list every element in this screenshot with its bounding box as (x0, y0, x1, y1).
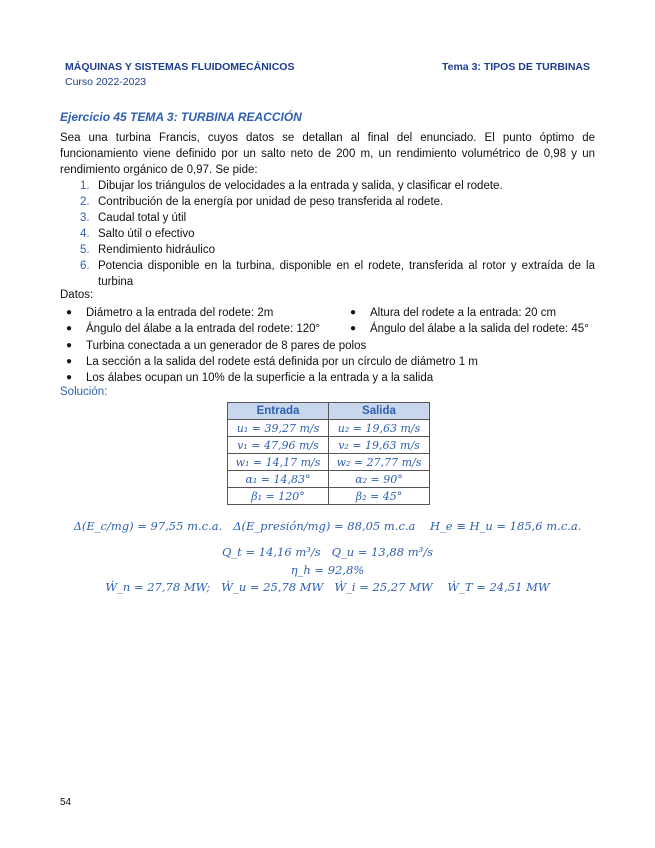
task-text: Potencia disponible en la turbina, disponible en el rodete, transferida al rotor y extraída de la turbina (98, 260, 595, 288)
task-number: 4. (80, 228, 90, 240)
table-cell: v₂ = 19,63 m/s (329, 437, 430, 454)
bullet-icon: ● (66, 340, 73, 351)
dato-text: Ángulo del álabe a la salida del rodete: 45° (370, 323, 589, 335)
task-item (60, 226, 595, 242)
table-row (228, 488, 430, 505)
solution-label: Solución: (60, 386, 108, 398)
dato-text: Ángulo del álabe a la entrada del rodete: 120° (86, 323, 321, 335)
task-list (60, 178, 595, 290)
course-title: MÁQUINAS Y SISTEMAS FLUIDOMECÁNICOS (65, 61, 295, 73)
bullet-icon: ● (66, 356, 73, 367)
dato-item (66, 370, 434, 386)
page-number: 54 (60, 797, 72, 808)
table-header: Entrada (228, 403, 329, 420)
bullet-icon: ● (350, 323, 357, 334)
task-item (60, 178, 595, 194)
task-text: Contribución de la energía por unidad de peso transferida al rodete. (98, 196, 444, 208)
dato-text: Diámetro a la entrada del rodete: 2m (86, 307, 274, 319)
dato-text: La sección a la salida del rodete está definida por un círculo de diámetro 1 m (86, 356, 478, 368)
table-header: Salida (329, 403, 430, 420)
table-cell: w₂ = 27,77 m/s (329, 454, 430, 471)
task-item (60, 242, 595, 258)
task-number: 3. (80, 212, 90, 224)
table-cell: v₁ = 47,96 m/s (228, 437, 329, 454)
dato-item (66, 305, 274, 321)
flow-equation: Q_t = 14,16 m³/s Q_u = 13,88 m³/s (222, 545, 433, 559)
table-row (228, 454, 430, 471)
bullet-icon: ● (350, 307, 357, 318)
task-text: Caudal total y útil (98, 212, 187, 224)
table-row (228, 420, 430, 437)
topic-title: Tema 3: TIPOS DE TURBINAS (442, 61, 590, 73)
energy-equation: Δ(E_c/mg) = 97,55 m.c.a. Δ(E_presión/mg) = 88,05 m.c.a H_e ≡ H_u = 185,6 m.c.a. (73, 519, 582, 533)
bullet-icon: ● (66, 323, 73, 334)
intro-paragraph: Sea una turbina Francis, cuyos datos se detallan al final del enunciado. El punto óptimo de funcionamiento viene definido por un salto neto de 200 m, un rendimiento volumétrico de 0,98 y un rendimiento orgánico de 0,97. Se pide: (60, 132, 595, 176)
task-text: Rendimiento hidráulico (98, 244, 215, 256)
table-cell: u₂ = 19,63 m/s (329, 420, 430, 437)
dato-text: Los álabes ocupan un 10% de la superficie a la entrada y a la salida (86, 372, 434, 384)
dato-item (66, 354, 478, 370)
task-number: 2. (80, 196, 90, 208)
task-item (60, 194, 595, 210)
table-cell: u₁ = 39,27 m/s (228, 420, 329, 437)
course-year: Curso 2022-2023 (65, 76, 147, 88)
table-cell: w₁ = 14,17 m/s (228, 454, 329, 471)
power-equation: Ẇ_n = 27,78 MW; Ẇ_u = 25,78 MW Ẇ_i = 25,27 MW Ẇ_T = 24,51 MW (105, 580, 550, 594)
table-row (228, 471, 430, 488)
table-row (228, 437, 430, 454)
dato-item (66, 321, 321, 337)
task-text: Dibujar los triángulos de velocidades a la entrada y salida, y clasificar el rodete. (98, 180, 503, 192)
dato-text: Altura del rodete a la entrada: 20 cm (370, 307, 557, 319)
table-cell: β₂ = 45° (329, 488, 430, 505)
table-header-row (228, 403, 430, 420)
table-cell: α₂ = 90° (329, 471, 430, 488)
datos-label: Datos: (60, 289, 94, 301)
task-number: 6. (80, 260, 90, 272)
table-cell: β₁ = 120° (228, 488, 329, 505)
dato-item (66, 338, 367, 354)
task-item (60, 258, 595, 290)
task-text: Salto útil o efectivo (98, 228, 195, 240)
task-item (60, 210, 595, 226)
table-cell: α₁ = 14,83° (228, 471, 329, 488)
velocity-table (227, 402, 430, 505)
task-number: 5. (80, 244, 90, 256)
efficiency-equation: η_h = 92,8% (290, 563, 365, 577)
dato-item (350, 305, 557, 321)
task-number: 1. (80, 180, 90, 192)
bullet-icon: ● (66, 307, 73, 318)
bullet-icon: ● (66, 372, 73, 383)
exercise-title: Ejercicio 45 TEMA 3: TURBINA REACCIÓN (60, 110, 302, 124)
dato-text: Turbina conectada a un generador de 8 pares de polos (86, 340, 367, 352)
dato-item (350, 321, 589, 337)
